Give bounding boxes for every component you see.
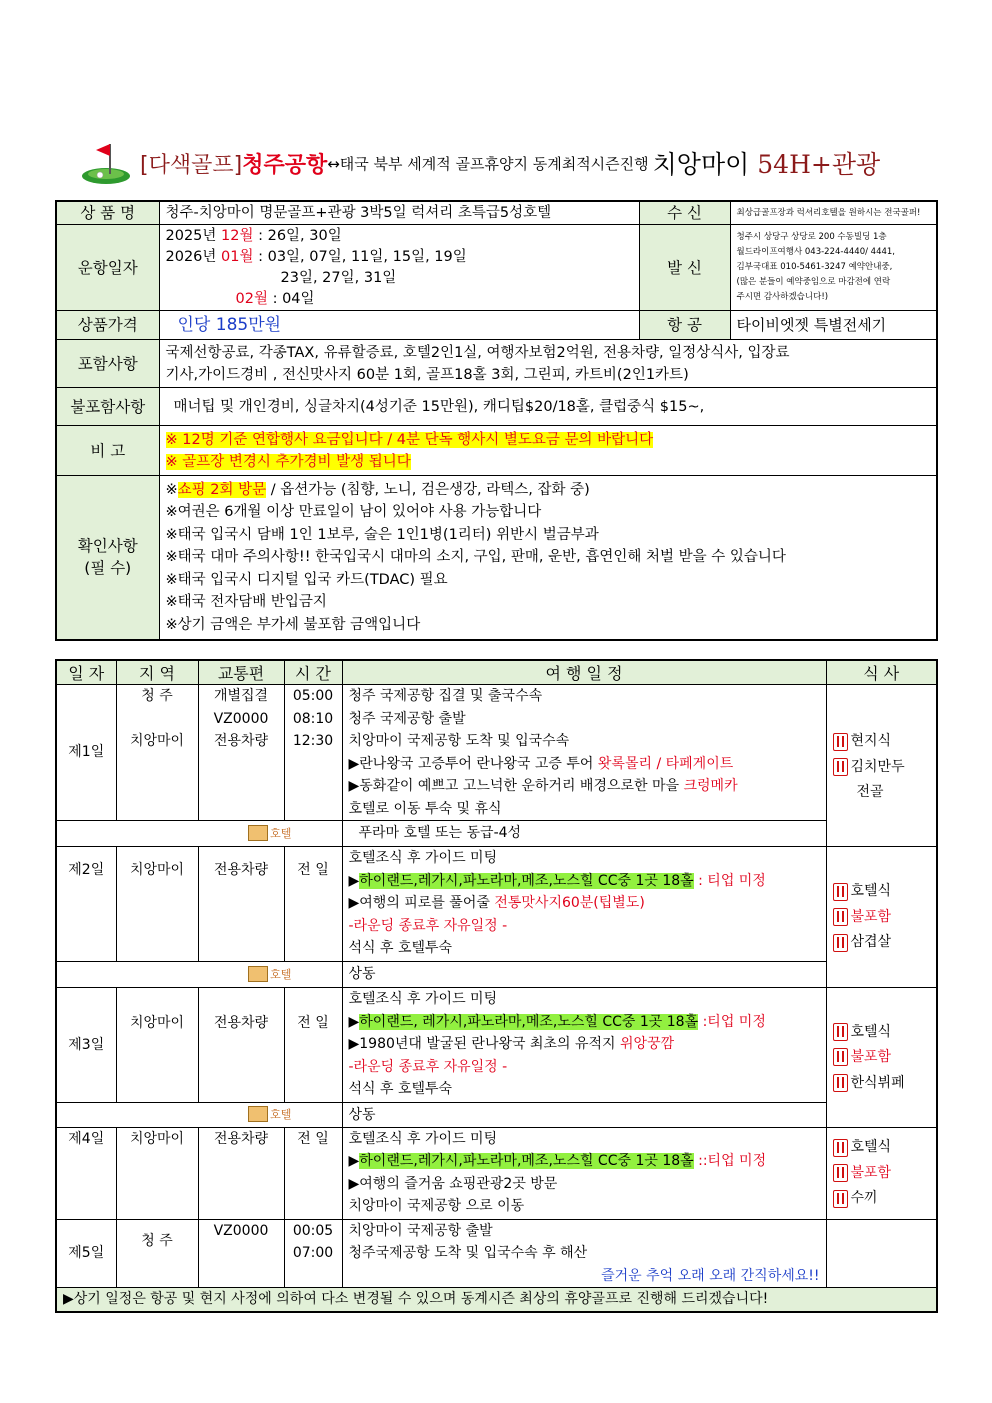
day1-itinerary: 청주 국제공항 집결 및 출국수속 청주 국제공항 출발 치앙마이 국제공항 도착 및 입국수속 ▶란나왕국 고증투어 란나왕국 고증 투어 왓록몰리 / 타페게이트 ▶동화같이 예쁘고 고느넉한 운하거리 배경으로한 마을 크렁메카 호텔로 이동 투숙 및 휴식 (342, 685, 826, 821)
day4-transport: 전용차량 (198, 1127, 284, 1219)
day3-itinerary: 호텔조식 후 가이드 미팅 ▶하이랜드, 레가시,파노라마,메조,노스힐 CC중 1곳 18홀 :티업 미정 ▶1980년대 발굴된 란나왕국 최초의 유적지 위앙꿍깜 -라운딩 종료후 자유일정 - 석식 후 호텔투숙 (342, 988, 826, 1103)
day5-transport: VZ0000 (198, 1219, 284, 1288)
price-label: 상품가격 (56, 311, 159, 340)
exclude-label: 불포함사항 (56, 388, 159, 426)
from-value: 청주시 상당구 상당로 200 수동빌딩 1층 월드라이프여행사 043-224-4440/ 4441, 김부국대표 010-5461-3247 예약안내중, (많은 분들이 예약중임으로 마감전에 연락 주시면 감사하겠습니다!) (730, 225, 937, 311)
airline-label: 항 공 (639, 311, 730, 340)
header-meal: 식 사 (826, 660, 937, 685)
meal-icon (833, 1164, 848, 1182)
footer-note: ▶상기 일정은 항공 및 현지 사정에 의하여 다소 변경될 수 있으며 동계시즌 최상의 휴양골프로 진행해 드리겠습니다! (56, 1288, 937, 1312)
include-value: 국제선항공료, 각종TAX, 유류할증료, 호텔2인1실, 여행자보험2억원, 전용차량, 일정상식사, 입장료 기사,가이드경비 , 전신맛사지 60분 1회, 골프18홀 3회, 그린피, 카트비(2인1카트) (159, 340, 937, 388)
meal-icon (833, 1048, 848, 1066)
meal-icon (833, 733, 848, 751)
title-departure: 청주공항 (242, 152, 328, 178)
day3-meals: 호텔식 불포함 한식뷔페 (826, 988, 937, 1128)
product-info-table (55, 200, 938, 641)
product-value: 청주-치앙마이 명문골프+관광 3박5일 럭셔리 초특급5성호텔 (159, 201, 639, 225)
confirm-label: 확인사항 (필 수) (56, 476, 159, 640)
day4-row (56, 1127, 937, 1219)
day1-time: 05:00 08:10 12:30 (284, 685, 342, 821)
day2-row (56, 847, 937, 962)
day5-itinerary: 치앙마이 국제공항 출발 청주국제공항 도착 및 입국수속 후 해산 즐거운 추억 오래 오래 간직하세요!! (342, 1219, 826, 1288)
meal-icon (833, 908, 848, 926)
airline-value: 타이비엣젯 특별전세기 (730, 311, 937, 340)
day1-transport: 개별집결 VZ0000 전용차량 (198, 685, 284, 821)
day2-hotel: 상동 (342, 962, 826, 988)
day5-row (56, 1219, 937, 1288)
day3-hotel: 상동 (342, 1103, 826, 1128)
price-value: 인당 185만원 (159, 311, 639, 340)
day1-hotel: 푸라마 호텔 또는 동급-4성 (342, 821, 826, 847)
remarks-label: 비 고 (56, 426, 159, 476)
dates-label: 운항일자 (56, 225, 159, 311)
product-label: 상 품 명 (56, 201, 159, 225)
dates-value: 2025년 12월 : 26일, 30일 2026년 01월 : 03일, 07일, 11일, 15일, 19일 23일, 27일, 31일 02월 : 04일 (159, 225, 639, 311)
day1-meals: 현지식 김치만두 전골 (826, 685, 937, 847)
meal-icon (833, 1023, 848, 1041)
day1-region: 청 주 치앙마이 (116, 685, 198, 821)
day2-region: 치앙마이 (116, 847, 198, 962)
meal-icon (833, 934, 848, 952)
day2-hotel-row (56, 962, 937, 988)
to-label: 수 신 (639, 201, 730, 225)
day3-region: 치앙마이 (116, 988, 198, 1103)
day5-label: 제5일 (56, 1219, 116, 1288)
meal-icon (833, 1139, 848, 1157)
day1-hotel-row (56, 821, 937, 847)
hotel-icon: 호텔 (198, 1103, 342, 1128)
from-label: 발 신 (639, 225, 730, 311)
page-title (80, 138, 920, 188)
meal-icon (833, 758, 848, 776)
title-package: 54H+관광 (757, 150, 881, 179)
itinerary-table (55, 659, 938, 1313)
day2-time: 전 일 (284, 847, 342, 962)
day4-itinerary: 호텔조식 후 가이드 미팅 ▶하이랜드,레가시,파노라마,메조,노스힐 CC중 1곳 18홀 ::티업 미정 ▶여행의 즐거움 쇼핑관광2곳 방문 치앙마이 국제공항 으로 이동 (342, 1127, 826, 1219)
day2-meals: 호텔식 불포함 삼겹살 (826, 847, 937, 988)
day1-label: 제1일 (56, 685, 116, 821)
day3-time: 전 일 (284, 988, 342, 1103)
title-destination: 치앙마이 (652, 150, 750, 179)
remarks-value: ※ 12명 기준 연합행사 요금입니다 / 4분 단독 행사시 별도요금 문의 바랍니다 ※ 골프장 변경시 추가경비 발생 됩니다 (159, 426, 937, 476)
golf-flag-icon (80, 140, 132, 186)
day2-itinerary: 호텔조식 후 가이드 미팅 ▶하이랜드,레가시,파노라마,메조,노스힐 CC중 1곳 18홀 : 티업 미정 ▶여행의 피로를 풀어줄 전통맛사지60분(팁별도) -라운딩 종료후 자유일정 - 석식 후 호텔투숙 (342, 847, 826, 962)
header-transport: 교통편 (198, 660, 284, 685)
hotel-icon: 호텔 (198, 821, 342, 847)
meal-icon (833, 883, 848, 901)
day2-transport: 전용차량 (198, 847, 284, 962)
day4-region: 치앙마이 (116, 1127, 198, 1219)
exclude-value: 매너팁 및 개인경비, 싱글차지(4성기준 15만원), 캐디팁$20/18홀, 클럽중식 $15~, (159, 388, 937, 426)
day3-transport: 전용차량 (198, 988, 284, 1103)
day4-time: 전 일 (284, 1127, 342, 1219)
header-itinerary: 여 행 일 정 (342, 660, 826, 685)
include-label: 포함사항 (56, 340, 159, 388)
header-region: 지 역 (116, 660, 198, 685)
to-value: 최상급골프장과 럭셔리호텔을 원하시는 전국골퍼! (730, 201, 937, 225)
day2-label: 제2일 (56, 847, 116, 962)
header-day: 일 자 (56, 660, 116, 685)
hotel-icon: 호텔 (198, 962, 342, 988)
day1-row (56, 685, 937, 821)
meal-icon (833, 1190, 848, 1208)
day4-label: 제4일 (56, 1127, 116, 1219)
header-time: 시 간 (284, 660, 342, 685)
confirm-value: ※쇼핑 2회 방문 / 옵션가능 (침향, 노니, 검은생강, 라텍스, 잡화 중) ※여권은 6개월 이상 만료일이 남이 있어야 사용 가능합니다 ※태국 입국시 담배 1인 1보루, 술은 1인1병(1리터) 위반시 벌금부과 ※태국 대마 주의사항!! 한국입국시 대마의 소지, 구입, 판매, 운반, 흡연인해 처벌 받을 수 있습니다 ※태국 입국시 디지털 입국 카드(TDAC) 필요 ※태국 전자담배 반입금지 ※상기 금액은 부가세 불포함 금액입니다 (159, 476, 937, 640)
day4-meals: 호텔식 불포함 수끼 (826, 1127, 937, 1219)
day5-region: 청 주 (116, 1219, 198, 1288)
day3-label: 제3일 (56, 988, 116, 1103)
title-desc: ↔태국 북부 세계적 골프휴양지 동계최적시즌진행 (327, 154, 649, 173)
meal-icon (833, 1074, 848, 1092)
title-tag: [다색골프] (140, 152, 243, 178)
day3-row (56, 988, 937, 1103)
footer-row (56, 1288, 937, 1312)
day5-meals (826, 1219, 937, 1288)
day5-time: 00:05 07:00 (284, 1219, 342, 1288)
day3-hotel-row (56, 1103, 937, 1128)
